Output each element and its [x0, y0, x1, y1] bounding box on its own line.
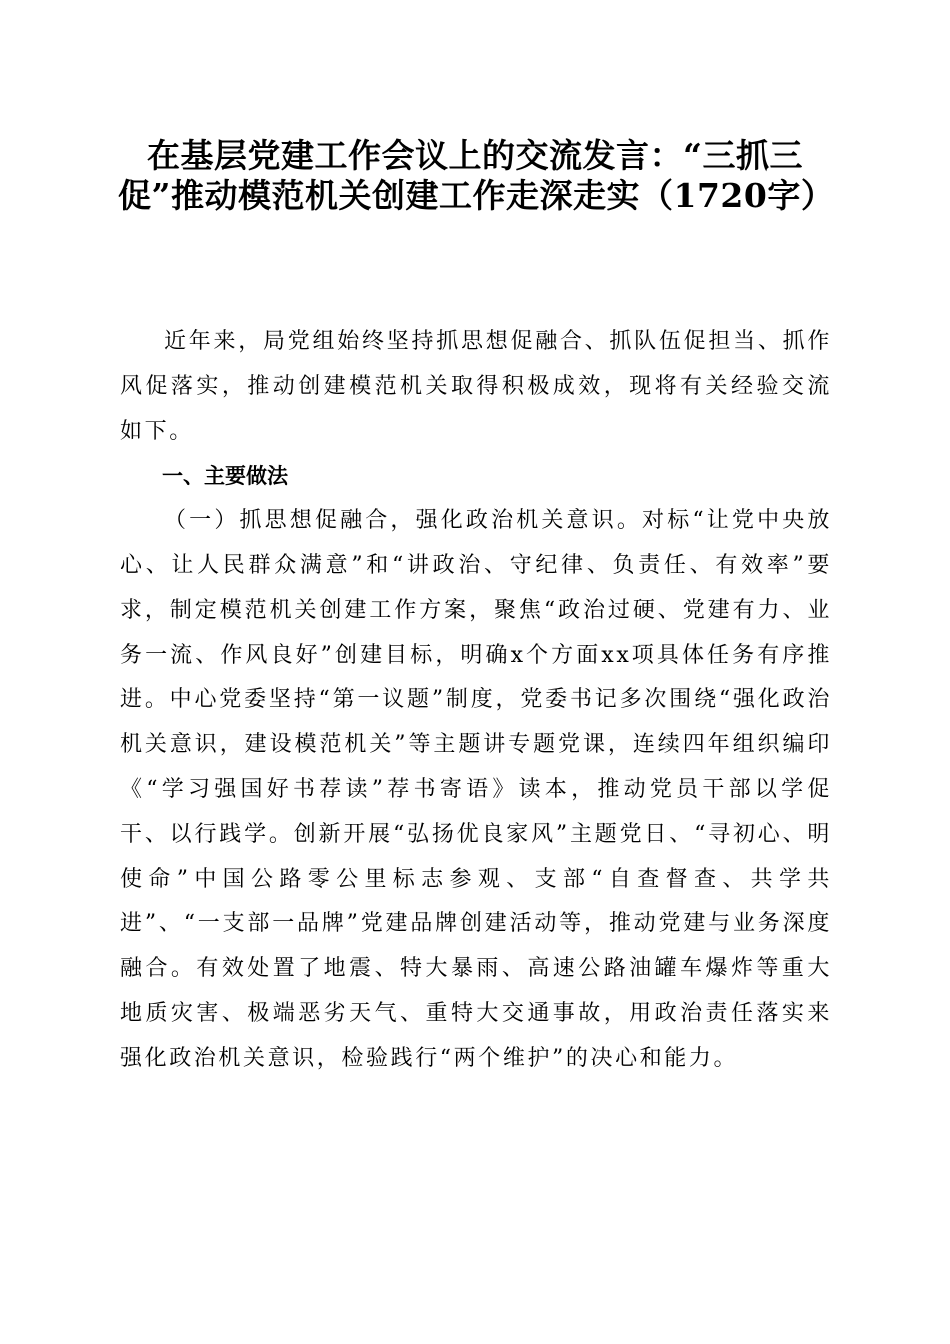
document-body: [120, 320, 832, 1082]
body-paragraph: （一）抓思想促融合，强化政治机关意识。对标“让党中央放心、让人民群众满意”和“讲政治、守纪律、负责任、有效率”要求，制定模范机关创建工作方案，聚焦“政治过硬、党建有力、业务一流、作风良好”创建目标，明确x个方面xx项具体任务有序推进。中心党委坚持“第一议题”制度，党委书记多次围绕“强化政治机关意识，建设模范机关”等主题讲专题党课，连续四年组织编印《“学习强国好书荐读”荐书寄语》读本，推动党员干部以学促干、以行践学。创新开展“弘扬优良家风”主题党日、“寻初心、明使命”中国公路零公里标志参观、支部“自查督查、共学共进”、“一支部一品牌”党建品牌创建活动等，推动党建与业务深度融合。有效处置了地震、特大暴雨、高速公路油罐车爆炸等重大地质灾害、极端恶劣天气、重特大交通事故，用政治责任落实来强化政治机关意识，检验践行“两个维护”的决心和能力。: [120, 508, 832, 1071]
section-heading: 一、主要做法: [162, 464, 288, 489]
document-title: 在基层党建工作会议上的交流发言：“三抓三促”推动模范机关创建工作走深走实（1720字）: [118, 136, 835, 215]
intro-paragraph: 近年来，局党组始终坚持抓思想促融合、抓队伍促担当、抓作风促落实，推动创建模范机关取得积极成效，现将有关经验交流如下。: [120, 329, 832, 444]
